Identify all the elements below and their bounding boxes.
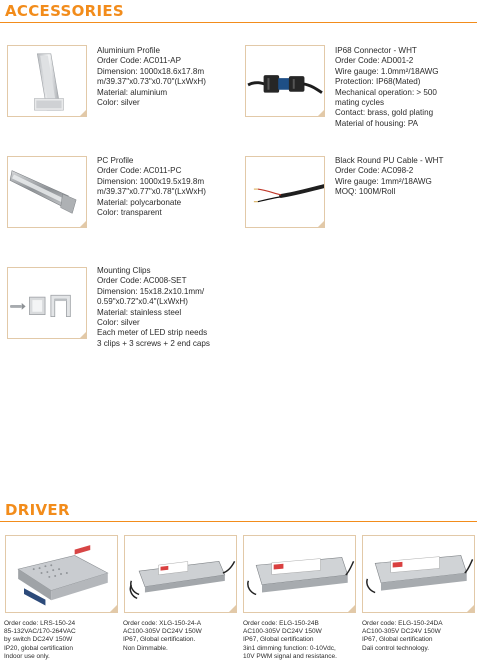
- pc-profile-image: [7, 156, 87, 228]
- aluminium-profile-desc: Aluminium Profile Order Code: AC011-AP Dimension: 1000x18.6x17.8m m/39.37"x0.73"x0.70"(LxWxH) Material: aluminium Color: silver: [97, 46, 206, 108]
- ip68-connector-desc: IP68 Connector - WHT Order Code: AD001-2 Wire gauge: 1.0mm²/18AWG Protection: IP68(Mated) Mechanical operation: > 500 mating cycles Contact: brass, gold plating Material of housing: PA: [335, 46, 439, 128]
- pu-cable-desc: Black Round PU Cable - WHT Order Code: AC098-2 Wire gauge: 1mm²/18AWG MOQ: 100M/Roll: [335, 156, 444, 197]
- accessories-title: ACCESSORIES: [5, 2, 125, 20]
- pc-profile-desc: PC Profile Order Code: AC011-PC Dimension: 1000x19.5x19.8m m/39.37"x0.77"x0.78"(LxWxH) Material: polycarbonate Color: transparent: [97, 156, 206, 218]
- lrs-driver-desc: Order code: LRS-150-24 85-132VAC/170-264VAC by switch DC24V 150W IP20, global certification Indoor use only.: [4, 620, 76, 660]
- driver-title: DRIVER: [5, 501, 70, 519]
- lrs-driver-image: [5, 535, 118, 613]
- mounting-clips-image: [7, 267, 87, 339]
- elg-da-driver-image: [362, 535, 475, 613]
- ip68-connector-image: [245, 45, 325, 117]
- aluminium-profile-image: [7, 45, 87, 117]
- elg-da-driver-desc: Order code: ELG-150-24DA AC100-305V DC24V 150W IP67, Global certification Dali control technology.: [362, 620, 443, 652]
- elg-driver-desc: Order code: ELG-150-24B AC100-305V DC24V 150W IP67, Global certification 3in1 dimming function: 0-10Vdc, 10V PWM signal and resistance.: [243, 620, 337, 660]
- xlg-driver-desc: Order code: XLG-150-24-A AC100-305V DC24V 150W IP67, Global certification. Non Dimmable.: [123, 620, 202, 652]
- accessories-divider: [0, 22, 477, 23]
- pu-cable-image: [245, 156, 325, 228]
- mounting-clips-desc: Mounting Clips Order Code: AC008-SET Dimension: 15x18.2x10.1mm/ 0.59"x0.72"x0.4"(LxWxH) Material: stainless steel Color: silver Each meter of LED strip needs 3 clips + 3 screws + 2 end caps: [97, 266, 210, 348]
- driver-divider: [0, 521, 477, 522]
- elg-driver-image: [243, 535, 356, 613]
- xlg-driver-image: [124, 535, 237, 613]
